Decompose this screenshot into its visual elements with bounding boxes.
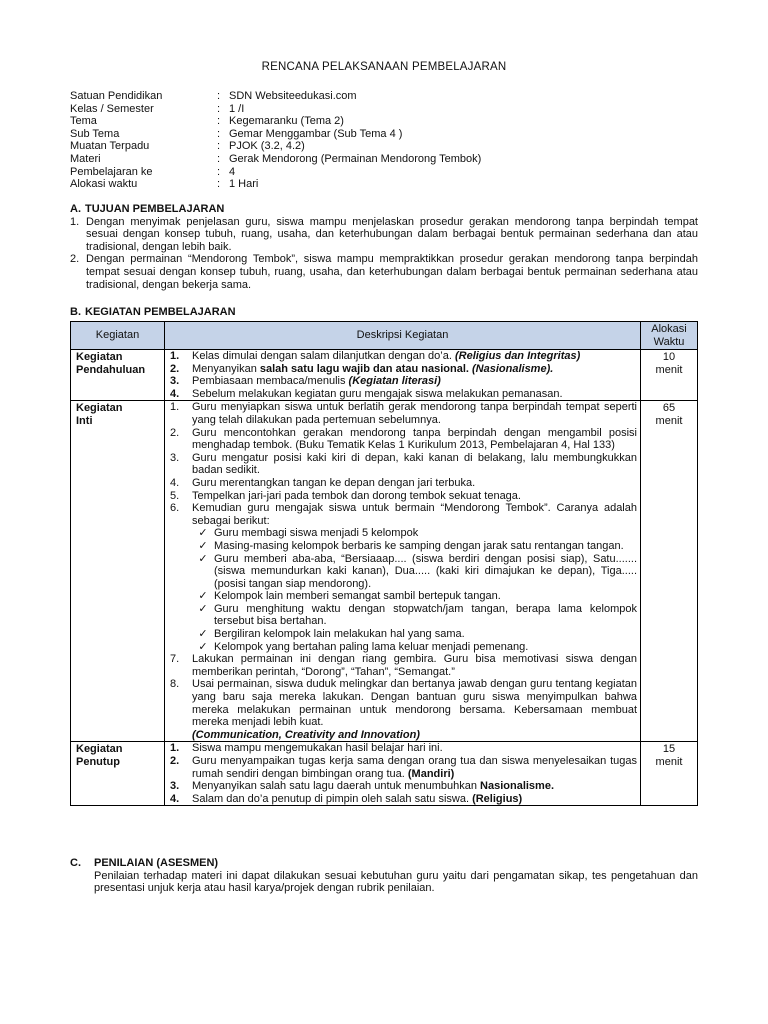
activity-name-line1: Kegiatan — [76, 351, 123, 363]
list-item — [168, 375, 637, 388]
identity-colon: : — [217, 165, 221, 178]
identity-label: Satuan Pendidikan — [70, 90, 163, 102]
checklist-text: Masing-masing kelompok berbaris ke samping dengan jarak satu rentangan tangan. — [214, 539, 624, 552]
list-item — [168, 388, 637, 401]
checkmark-icon: ✓ — [198, 539, 208, 552]
item-text: Lakukan permainan ini dengan riang gembira. Guru bisa memotivasi siswa dengan memberikan perintah, “Dorong”, “Tahan”, “Semangat.” — [192, 653, 637, 678]
table-header-row — [71, 322, 698, 350]
assessment-text: Penilaian terhadap materi ini dapat dilakukan sesuai kebutuhan guru yaitu dari pengamatan sikap, tes pengetahuan dan presentasi unjuk kerja atau hasil karya/projek dengan rubrik penilaian. — [94, 869, 698, 895]
activity-description-cell — [165, 742, 641, 806]
item-text: Kemudian guru mengajak siswa untuk bermain “Mendorong Tembok”. Caranya adalah sebagai berikut: — [192, 502, 637, 527]
item-text: Salam dan do’a penutup di pimpin oleh salah satu siswa. — [192, 792, 473, 805]
item-number: 8. — [170, 678, 180, 691]
identity-label: Tema — [70, 115, 97, 128]
item-text: Guru mencontohkan gerakan mendorong tanpa berpindah dengan mengambil posisi menghadap tembok. (Buku Tematik Kelas 1 Kurikulum 2013, Pembelajaran 4, Hal 133) — [192, 426, 637, 452]
activity-name-cell — [71, 401, 165, 742]
identity-value: 1 Hari — [229, 178, 259, 191]
list-item — [70, 216, 698, 254]
section-letter: C. — [70, 857, 81, 869]
identity-label: Kelas / Semester — [70, 102, 154, 115]
document-title: RENCANA PELAKSANAAN PEMBELAJARAN — [261, 61, 507, 73]
identity-row — [70, 166, 710, 179]
checklist-text: Kelompok yang bertahan paling lama keluar menjadi pemenang. — [214, 640, 529, 653]
checklist-text: Guru memberi aba-aba, “Bersiaaap.... (siswa berdiri dengan posisi siap), Satu.......(siswa memundurkan kaki kanan), Dua..... (kaki kiri dimajukan ke depan), Tiga.....(posisi tangan siap mendorong). — [214, 552, 637, 590]
identity-label: Materi — [70, 152, 101, 165]
activity-name-line1: Kegiatan — [76, 743, 123, 756]
value-tag: (Mandiri) — [407, 767, 455, 780]
checkmark-icon: ✓ — [198, 640, 208, 653]
checklist-text: Guru menghitung waktu dengan stopwatch/jam tangan, berapa lama kelompok tersebut bisa bertahan. — [214, 602, 637, 628]
identity-colon: : — [217, 140, 221, 153]
checklist-item — [168, 603, 637, 628]
identity-row — [70, 103, 710, 116]
list-item — [168, 452, 637, 477]
header-deskripsi: Deskripsi Kegiatan — [165, 322, 641, 350]
item-text: Tempelkan jari-jari pada tembok dan dorong tembok sekuat tenaga. — [192, 489, 521, 502]
item-text: Siswa mampu mengemukakan hasil belajar hari ini. — [192, 742, 443, 755]
item-text: Menyanyikan salah satu lagu daerah untuk menumbuhkan — [192, 780, 481, 793]
value-tag: (Kegiatan literasi) — [348, 375, 441, 388]
item-number: 7. — [170, 653, 180, 666]
item-number: 1. — [170, 401, 180, 414]
item-number: 2. — [70, 253, 80, 266]
list-item — [168, 477, 637, 490]
checklist-item — [168, 641, 637, 654]
item-text: Guru menyampaikan tugas kerja sama dengan orang tua dan siswa menyelesaikan tugas rumah sendiri dengan bimbingan orang tua. — [192, 755, 637, 780]
list-item — [168, 742, 637, 755]
identity-colon: : — [217, 115, 221, 128]
item-number: 4. — [170, 387, 180, 400]
time-allocation-cell — [641, 401, 698, 742]
activity-name-line1: Kegiatan — [76, 402, 123, 415]
identity-value: 1 /I — [229, 102, 245, 115]
value-tag: (Religius) — [472, 792, 523, 805]
item-text: Menyanyikan — [192, 362, 260, 375]
identity-value: SDN Websiteedukasi.com — [229, 90, 357, 102]
checkmark-icon: ✓ — [198, 628, 208, 641]
time-value: 15 — [662, 743, 676, 756]
section-letter: B. — [70, 306, 81, 318]
section-heading — [70, 306, 698, 319]
checklist-text: Guru membagi siswa menjadi 5 kelompok — [214, 527, 419, 540]
identity-value: Kegemaranku (Tema 2) — [229, 115, 344, 128]
item-number: 1. — [70, 215, 80, 228]
identity-label: Alokasi waktu — [70, 178, 138, 191]
checkmark-icon: ✓ — [198, 590, 208, 603]
identity-row — [70, 128, 710, 141]
item-text: Pembiasaan membaca/menulis — [192, 375, 349, 388]
item-number: 1. — [170, 350, 180, 362]
activity-name-line2: Penutup — [76, 756, 120, 769]
activity-table — [70, 321, 698, 806]
section-title: PENILAIAN (ASESMEN) — [94, 857, 219, 869]
list-item — [168, 427, 637, 452]
item-text: Kelas dimulai dengan salam dilanjutkan dengan do’a. — [192, 350, 455, 362]
list-item — [168, 502, 637, 527]
identity-colon: : — [217, 90, 221, 102]
checklist-item — [168, 628, 637, 641]
list-item — [168, 780, 637, 793]
time-allocation-cell — [641, 350, 698, 401]
item-number: 4. — [170, 476, 180, 489]
section-letter: A. — [70, 203, 81, 215]
header-kegiatan: Kegiatan — [71, 322, 165, 350]
identity-value: 4 — [229, 165, 236, 178]
time-unit: menit — [655, 756, 683, 768]
identity-colon: : — [217, 102, 221, 115]
checklist-item — [168, 527, 637, 540]
table-row — [71, 350, 698, 401]
table-row — [71, 742, 698, 806]
checklist-text: Kelompok lain memberi semangat sambil bertepuk tangan. — [214, 590, 501, 603]
item-number: 2. — [170, 755, 180, 767]
item-number: 2. — [170, 362, 180, 375]
activity-name-line2: Pendahuluan — [76, 364, 146, 376]
section-penilaian — [70, 857, 698, 895]
item-text: Dengan menyimak penjelasan guru, siswa mampu menjelaskan prosedur gerakan mendorong tanpa berpindah tempat sesuai dengan konsep tubuh, ruang, usaha, dan keterhubungan dalam berbagai bentuk permainan sederhana dan atau tradisional, dengan lebih baik. — [86, 215, 698, 253]
item-text: Usai permainan, siswa duduk melingkar dan bertanya jawab dengan guru tentang kegiatan yang baru saja mereka lakukan. Dengan bantuan guru siswa menyimpulkan bahwa mereka melakukan permainan untuk mendorong bersama. Kebersamaan membuat mereka menjadi lebih kuat. — [192, 678, 637, 729]
list-item — [168, 490, 637, 503]
activity-name-line2: Inti — [76, 415, 93, 428]
section-title: KEGIATAN PEMBELAJARAN — [85, 306, 236, 318]
checklist-item — [168, 553, 637, 591]
checklist-item — [168, 590, 637, 603]
item-number: 6. — [170, 502, 180, 515]
section-kegiatan-heading — [70, 306, 698, 319]
identity-row — [70, 115, 710, 128]
header-alokasi-line2: Waktu — [653, 335, 685, 348]
item-number: 3. — [170, 451, 180, 464]
identity-row — [70, 90, 710, 103]
identity-label: Pembelajaran ke — [70, 165, 153, 178]
item-number: 1. — [170, 742, 180, 755]
time-allocation-cell — [641, 742, 698, 806]
identity-block — [70, 90, 710, 191]
checklist-text: Bergiliran kelompok lain melakukan hal yang sama. — [214, 628, 465, 641]
item-text: Guru merentangkan tangan ke depan dengan jari terbuka. — [192, 476, 476, 489]
identity-value: Gerak Mendorong (Permainan Mendorong Tembok) — [229, 152, 482, 165]
value-tag: (Communication, Creativity and Innovation) — [192, 728, 420, 741]
item-number: 4. — [170, 792, 180, 805]
value-tag: Nasionalisme. — [480, 780, 555, 793]
identity-colon: : — [217, 178, 221, 191]
item-number: 2. — [170, 426, 180, 439]
identity-colon: : — [217, 127, 221, 140]
checklist-item — [168, 540, 637, 553]
item-text: Sebelum melakukan kegiatan guru mengajak siswa melakukan pemanasan. — [192, 387, 563, 400]
time-value: 65 — [662, 402, 676, 415]
item-number: 3. — [170, 375, 180, 388]
activity-name-cell — [71, 350, 165, 401]
objective-list — [70, 216, 698, 292]
item-number: 5. — [170, 489, 180, 502]
list-item — [168, 653, 637, 678]
section-heading — [70, 857, 698, 870]
identity-row — [70, 178, 710, 191]
list-item — [70, 253, 698, 291]
time-unit: menit — [655, 414, 683, 427]
item-bold-text: salah satu lagu wajib dan atau nasional. — [259, 362, 472, 375]
section-title: TUJUAN PEMBELAJARAN — [85, 203, 225, 215]
item-text: Guru mengatur posisi kaki kiri di depan, kaki kanan di belakang, lalu membungkukkan badan sedikit. — [192, 451, 637, 477]
section-tujuan — [70, 203, 698, 291]
value-tag: (Nasionalisme). — [472, 362, 554, 375]
item-number: 3. — [170, 780, 180, 793]
section-heading — [70, 203, 698, 216]
identity-row — [70, 140, 710, 153]
checkmark-icon: ✓ — [198, 602, 208, 615]
time-value: 10 — [662, 351, 676, 363]
list-item — [168, 793, 637, 806]
identity-label: Sub Tema — [70, 127, 120, 140]
list-item — [168, 363, 637, 376]
time-unit: menit — [655, 363, 683, 376]
item-text: Dengan permainan “Mendorong Tembok”, siswa mampu mempraktikkan prosedur gerakan mendorong tanpa berpindah tempat sesuai dengan konsep tubuh, ruang, usaha, dan keterhubungan dalam berbagai bentuk permainan sederhana atau tradisional, dengan bekerja sama. — [86, 253, 698, 291]
list-item — [168, 350, 637, 363]
header-alokasi-line1: Alokasi — [651, 322, 687, 335]
activity-name-cell — [71, 742, 165, 806]
list-item — [168, 401, 637, 426]
item-text: Guru menyiapkan siswa untuk berlatih gerak mendorong tanpa berpindah tempat seperti yang telah dilakukan pada pertemuan sebelumnya. — [192, 401, 637, 426]
activity-description-cell — [165, 350, 641, 401]
identity-colon: : — [217, 152, 221, 165]
checkmark-icon: ✓ — [198, 552, 208, 565]
identity-value: Gemar Menggambar (Sub Tema 4 ) — [229, 127, 403, 140]
list-item — [168, 755, 637, 780]
value-tag: (Religius dan Integritas) — [454, 350, 581, 362]
header-alokasi — [641, 322, 698, 350]
checkmark-icon: ✓ — [198, 527, 208, 540]
identity-row — [70, 153, 710, 166]
table-row — [71, 401, 698, 742]
list-item — [168, 678, 637, 728]
activity-description-cell — [165, 401, 641, 742]
identity-label: Muatan Terpadu — [70, 140, 150, 153]
identity-value: PJOK (3.2, 4.2) — [229, 140, 305, 153]
